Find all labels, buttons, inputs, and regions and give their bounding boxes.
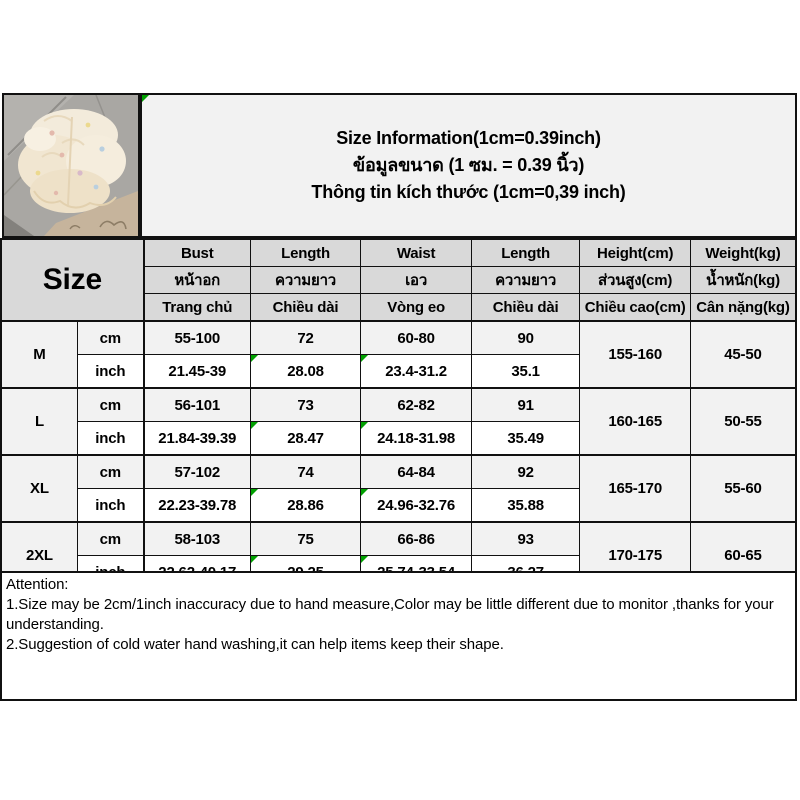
waist-cm: 64-84 xyxy=(361,455,472,489)
length2-inch: 35.49 xyxy=(471,422,580,456)
size-table xyxy=(0,238,797,590)
size-cell-m: M xyxy=(1,321,77,388)
length2-cm: 92 xyxy=(471,455,580,489)
length2-cm: 93 xyxy=(471,522,580,556)
title-vietnamese: Thông tin kích thước (1cm=0,39 inch) xyxy=(311,182,626,202)
header-weight-en: Weight(kg) xyxy=(690,239,796,267)
header-waist-vi: Vòng eo xyxy=(361,294,472,322)
length2-cm: 90 xyxy=(471,321,580,355)
weight-cell: 55-60 xyxy=(690,455,796,522)
unit-cell-cm: cm xyxy=(77,388,143,422)
header-waist-th: เอว xyxy=(361,267,472,294)
header-length-th: ความยาว xyxy=(250,267,361,294)
excel-flag-icon xyxy=(361,489,368,496)
title-english: Size Information(1cm=0.39inch) xyxy=(336,128,601,148)
height-cell: 160-165 xyxy=(580,388,691,455)
title-thai: ข้อมูลขนาด (1 ซม. = 0.39 นิ้ว) xyxy=(352,155,585,175)
attention-note xyxy=(0,571,797,701)
unit-cell-inch: inch xyxy=(77,355,143,389)
excel-flag-icon xyxy=(251,422,258,429)
length-inch xyxy=(250,355,361,389)
excel-flag-icon xyxy=(251,556,258,563)
attention-heading: Attention: xyxy=(6,576,69,593)
bust-cm: 56-101 xyxy=(144,388,251,422)
header-bust-en: Bust xyxy=(144,239,251,267)
header-bust-vi: Trang chủ xyxy=(144,294,251,322)
header-height-vi: Chiều cao(cm) xyxy=(580,294,691,322)
bust-inch: 22.23-39.78 xyxy=(144,489,251,523)
weight-cell: 45-50 xyxy=(690,321,796,388)
height-cell: 155-160 xyxy=(580,321,691,388)
header-length2-th: ความยาว xyxy=(471,267,580,294)
header-bust-th: หน้าอก xyxy=(144,267,251,294)
height-cell: 170-175 xyxy=(580,522,691,589)
unit-cell-cm: cm xyxy=(77,321,143,355)
title-block xyxy=(140,93,797,238)
header-length-en: Length xyxy=(250,239,361,267)
cell-value: 23.4-31.2 xyxy=(385,362,447,380)
excel-flag-icon xyxy=(142,95,149,102)
size-corner-header: Size xyxy=(1,239,144,321)
length2-inch: 35.1 xyxy=(471,355,580,389)
excel-flag-icon xyxy=(251,355,258,362)
length-cm: 74 xyxy=(250,455,361,489)
waist-inch xyxy=(361,422,472,456)
product-photo-illustration xyxy=(4,95,138,236)
header-length2-en: Length xyxy=(471,239,580,267)
waist-cm: 62-82 xyxy=(361,388,472,422)
weight-cell: 60-65 xyxy=(690,522,796,589)
table-row-2xl-cm xyxy=(1,522,796,556)
length-cm: 72 xyxy=(250,321,361,355)
unit-cell-inch: inch xyxy=(77,489,143,523)
waist-cm: 60-80 xyxy=(361,321,472,355)
length-inch xyxy=(250,422,361,456)
waist-cm: 66-86 xyxy=(361,522,472,556)
cell-value: 24.96-32.76 xyxy=(377,496,455,514)
attention-line-1: 1.Size may be 2cm/1inch inaccuracy due to hand measure,Color may be little different due to monitor ,thanks for your understanding. xyxy=(6,596,774,633)
table-row-l-cm xyxy=(1,388,796,422)
excel-flag-icon xyxy=(361,355,368,362)
cell-value: 28.47 xyxy=(287,429,324,447)
excel-flag-icon xyxy=(361,556,368,563)
product-photo xyxy=(2,93,140,238)
height-cell: 165-170 xyxy=(580,455,691,522)
cell-value: 24.18-31.98 xyxy=(377,429,455,447)
length-cm: 73 xyxy=(250,388,361,422)
size-cell-l: L xyxy=(1,388,77,455)
bust-cm: 58-103 xyxy=(144,522,251,556)
waist-inch xyxy=(361,489,472,523)
header-length2-vi: Chiều dài xyxy=(471,294,580,322)
length-inch xyxy=(250,489,361,523)
length2-cm: 91 xyxy=(471,388,580,422)
unit-cell-inch: inch xyxy=(77,422,143,456)
cell-value: 28.08 xyxy=(287,362,324,380)
table-row-xl-cm xyxy=(1,455,796,489)
weight-cell: 50-55 xyxy=(690,388,796,455)
bust-inch: 21.45-39 xyxy=(144,355,251,389)
excel-flag-icon xyxy=(251,489,258,496)
header-length-vi: Chiều dài xyxy=(250,294,361,322)
header-weight-vi: Cân nặng(kg) xyxy=(690,294,796,322)
attention-line-2: 2.Suggestion of cold water hand washing,it can help items keep their shape. xyxy=(6,636,504,653)
bust-cm: 55-100 xyxy=(144,321,251,355)
length2-inch: 35.88 xyxy=(471,489,580,523)
unit-cell-cm: cm xyxy=(77,522,143,556)
table-row-m-cm xyxy=(1,321,796,355)
bust-cm: 57-102 xyxy=(144,455,251,489)
cell-value: 28.86 xyxy=(287,496,324,514)
header-waist-en: Waist xyxy=(361,239,472,267)
bust-inch: 21.84-39.39 xyxy=(144,422,251,456)
length-cm: 75 xyxy=(250,522,361,556)
header-height-th: ส่วนสูง(cm) xyxy=(580,267,691,294)
size-cell-xl: XL xyxy=(1,455,77,522)
size-cell-2xl: 2XL xyxy=(1,522,77,589)
waist-inch xyxy=(361,355,472,389)
header-height-en: Height(cm) xyxy=(580,239,691,267)
excel-flag-icon xyxy=(361,422,368,429)
header-row-english xyxy=(1,239,796,267)
header-weight-th: น้ำหนัก(kg) xyxy=(690,267,796,294)
unit-cell-cm: cm xyxy=(77,455,143,489)
